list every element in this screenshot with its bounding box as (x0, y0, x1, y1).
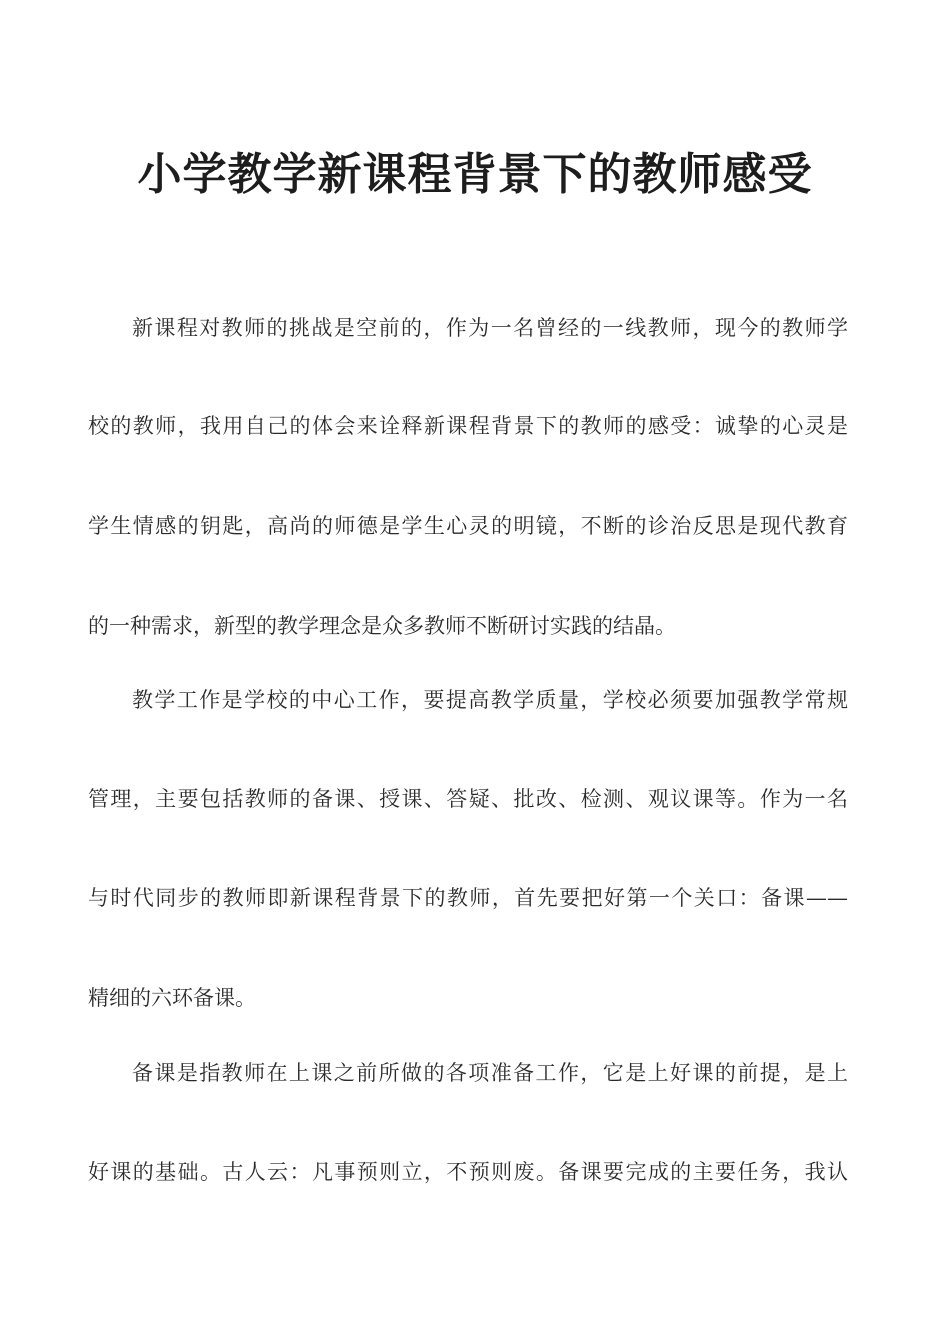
paragraph-2-line-1: 教学工作是学校的中心工作，要提高教学质量，学校必须要加强教学常规 (132, 688, 848, 712)
paragraph-2-line-4: 精细的六环备课。 (88, 986, 256, 1010)
paragraph-3-line-1: 备课是指教师在上课之前所做的各项准备工作，它是上好课的前提，是上 (132, 1061, 848, 1085)
paragraph-2-line-2: 管理，主要包括教师的备课、授课、答疑、批改、检测、观议课等。作为一名 (88, 787, 848, 811)
paragraph-1-line-1: 新课程对教师的挑战是空前的，作为一名曾经的一线教师，现今的教师学 (132, 316, 848, 340)
document-title: 小学教学新课程背景下的教师感受 (137, 149, 813, 200)
paragraph-3-line-2: 好课的基础。古人云：凡事预则立，不预则废。备课要完成的主要任务，我认 (88, 1160, 848, 1184)
paragraph-1-line-4: 的一种需求，新型的教学理念是众多教师不断研讨实践的结晶。 (88, 614, 676, 638)
paragraph-1-line-2: 校的教师，我用自己的体会来诠释新课程背景下的教师的感受：诚挚的心灵是 (88, 414, 848, 438)
paragraph-1-line-3: 学生情感的钥匙，高尚的师德是学生心灵的明镜，不断的诊治反思是现代教育 (88, 514, 848, 538)
paragraph-2-line-3: 与时代同步的教师即新课程背景下的教师，首先要把好第一个关口：备课—— (88, 886, 848, 910)
